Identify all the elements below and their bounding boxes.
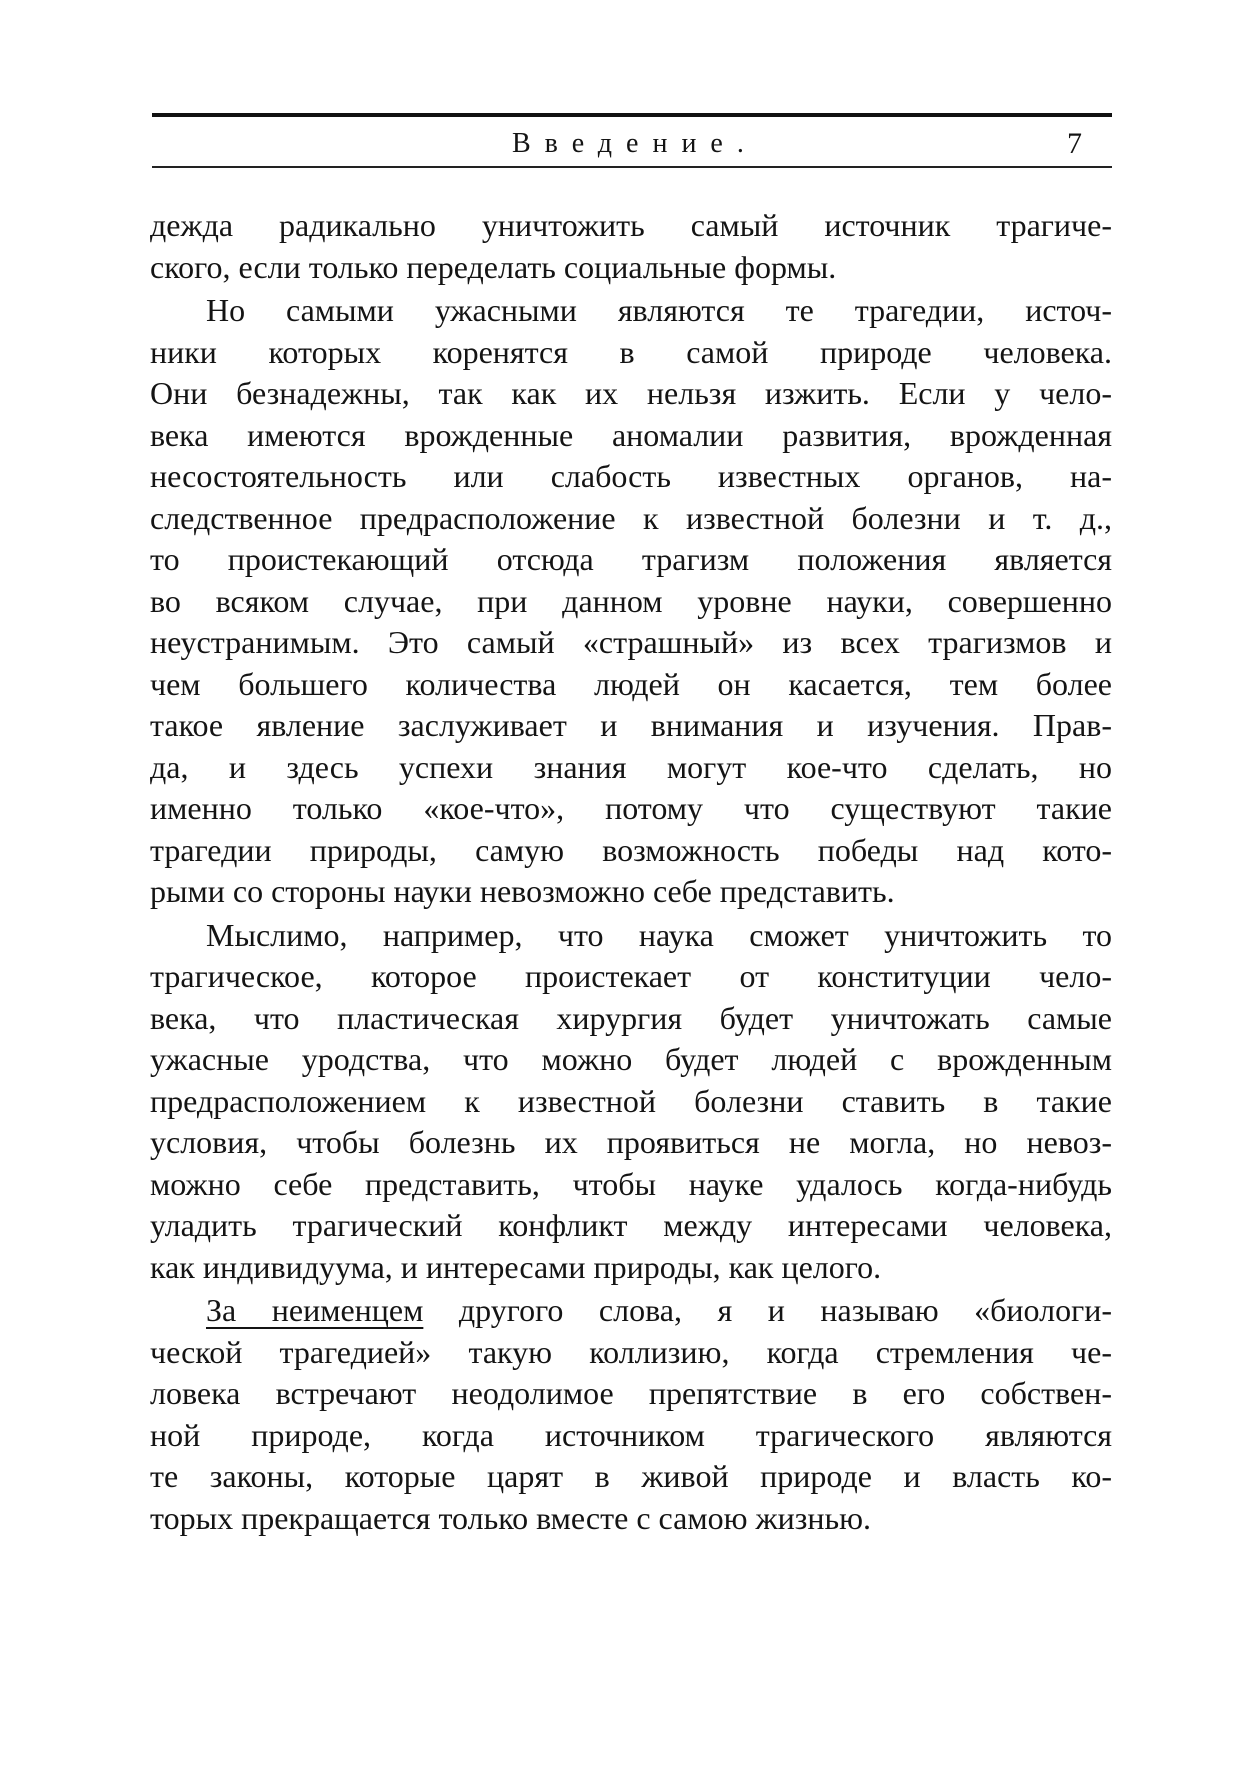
text-line: уладить трагический конфликт между интересами человека, [150,1207,1112,1243]
text-line: ной природе, когда источником трагического являются [150,1416,1112,1453]
body-text [150,205,1112,1539]
paragraph-3 [150,915,1112,1289]
text-line: торых прекращается только вместе с самою жизнью. [150,1499,871,1536]
text-line: трагическое, которое проистекает от конституции чело- [150,958,1112,994]
text-line: именно только «кое-что», потому что существуют такие [150,790,1112,826]
text-line: ского, если только переделать социальные формы. [150,248,837,285]
text-line: ловека встречают неодолимое препятствие в его собствен- [150,1375,1112,1411]
header-rule-top [152,113,1112,117]
underlined-phrase: За неименцем [206,1292,424,1328]
text-line: ужасные уродства, что можно будет людей с врожденным [150,1041,1112,1077]
text-line: Но самыми ужасными являются те трагедии, источ- [206,292,1112,328]
text-line: рыми со стороны науки невозможно себе представить. [150,873,895,909]
text-line: века имеются врожденные аномалии развития, врожденная [150,416,1112,453]
page-number: 7 [1067,127,1082,160]
text-line: во всяком случае, при данном уровне науки, совершенно [150,582,1112,619]
text-line: такое явление заслуживает и внимания и изучения. Прав- [150,707,1112,743]
text-line: предрасположением к известной болезни ставить в такие [150,1082,1112,1119]
text-line: как индивидуума, и интересами природы, как целого. [150,1248,882,1285]
paragraph-2 [150,290,1112,913]
text-line: несостоятельность или слабость известных органов, на- [150,458,1112,494]
text-fragment: другого слова, я и называю «биологи- [423,1292,1112,1328]
text-line: Они безнадежны, так как их нельзя изжить. Если у чело- [150,375,1112,411]
text-line: Мыслимо, например, что наука сможет уничтожить то [206,916,1112,953]
header-rule-bottom [152,166,1112,168]
running-head [152,126,1112,162]
text-line: трагедии природы, самую возможность победы над кото- [150,831,1112,868]
text-line: чем большего количества людей он касается, тем более [150,665,1112,702]
text-line: да, и здесь успехи знания могут кое-что сделать, но [150,748,1112,785]
text-line [150,1290,1112,1332]
paragraph-4 [150,1290,1112,1539]
running-title: Введение. [512,128,758,159]
text-line: века, что пластическая хирургия будет уничтожать самые [150,999,1112,1036]
text-line: те законы, которые царят в живой природе и власть ко- [150,1458,1112,1494]
paragraph-1 [150,205,1112,288]
text-line: можно себе представить, чтобы науке удалось когда-нибудь [150,1165,1112,1202]
text-line: ческой трагедией» такую коллизию, когда стремления че- [150,1333,1112,1370]
text-line: неустранимым. Это самый «страшный» из всех трагизмов и [150,624,1112,660]
text-line: дежда радикально уничтожить самый источник трагиче- [150,207,1112,243]
text-line: то проистекающий отсюда трагизм положения является [150,541,1112,577]
text-line: следственное предрасположение к известной болезни и т. д., [150,499,1112,536]
text-line: ники которых коренятся в самой природе человека. [150,333,1112,370]
text-line: условия, чтобы болезнь их проявиться не могла, но невоз- [150,1124,1112,1160]
